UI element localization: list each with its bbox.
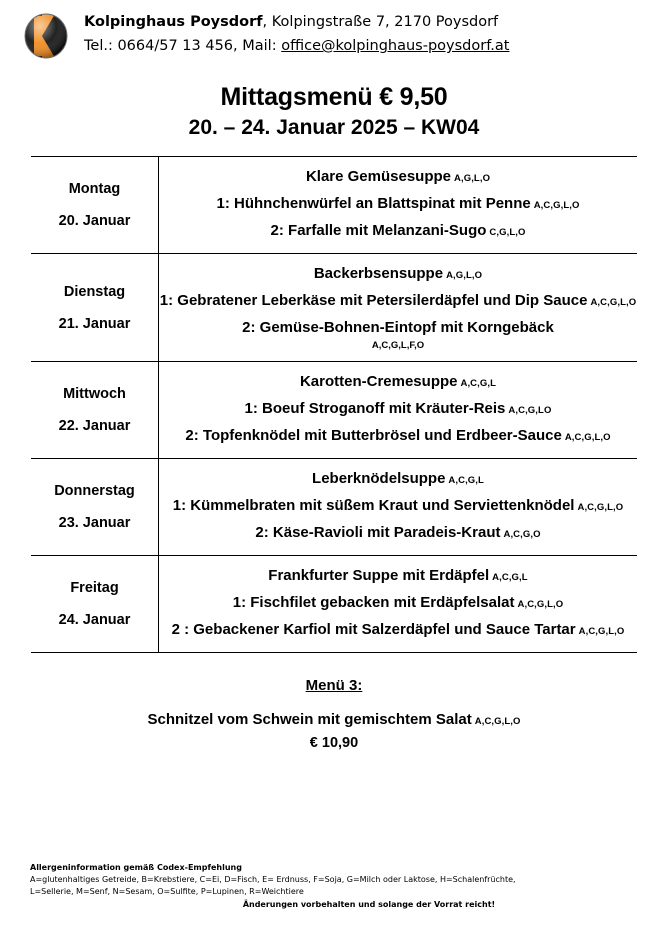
main-dish-item: [159, 425, 637, 449]
extra-menu-price: € 10,90: [309, 735, 359, 751]
dish-allergens: C,G,L,O: [489, 227, 526, 238]
main-dish-item: [159, 619, 637, 643]
day-date: 21. Januar: [58, 315, 131, 332]
day-name: Montag: [68, 181, 121, 197]
footer-allergen-line-1: A=glutenhaltiges Getreide, B=Krebstiere, C=Ei, D=Fisch, E= Erdnuss, F=Soja, G=Milch oder Laktose, H=Schalenfrüchte,: [30, 875, 516, 884]
kolping-k-logo-icon: [22, 12, 70, 60]
dish-text: Frankfurter Suppe mit Erdäpfel: [268, 567, 490, 584]
page-title: Mittagsmenü € 9,50: [220, 83, 448, 111]
menu-day-row: [31, 254, 637, 362]
main-dish-item: [159, 317, 637, 352]
org-address: , Kolpingstraße 7, 2170 Poysdorf: [262, 14, 499, 30]
dish-text: Klare Gemüsesuppe: [305, 168, 451, 185]
soup-item: [159, 565, 637, 589]
dish-text: 1: Kümmelbraten mit süßem Kraut und Serviettenknödel: [172, 497, 575, 514]
dish-text: Karotten-Cremesuppe: [299, 373, 458, 390]
dish-allergens: A,C,G,L,O: [578, 626, 625, 637]
day-name: Dienstag: [63, 283, 126, 300]
email-link[interactable]: office@kolpinghaus-poysdorf.at: [281, 38, 510, 54]
phone-text: Tel.: 0664/57 13 456, Mail:: [84, 38, 282, 54]
dishes-cell: [159, 362, 638, 459]
soup-item: [159, 468, 637, 492]
main-dish-item: [159, 220, 637, 244]
dish-text: Backerbsensuppe: [313, 265, 444, 282]
dish-allergens: A,C,G,L: [460, 378, 497, 389]
menu-day-row: [31, 157, 637, 254]
extra-menu-dish: [0, 709, 668, 733]
extra-menu-section: [0, 675, 668, 753]
dish-allergens: A,C,G,L,O: [590, 297, 637, 308]
dish-allergens: A,C,G,L,O: [533, 200, 580, 211]
day-date: 22. Januar: [58, 418, 131, 434]
extra-menu-title: Menü 3:: [305, 677, 363, 694]
dish-text: 2: Gemüse-Bohnen-Eintopf mit Korngebäck: [242, 319, 554, 336]
dish-text: 2: Käse-Ravioli mit Paradeis-Kraut: [255, 524, 501, 541]
main-dish-item: [159, 495, 637, 519]
day-name: Freitag: [70, 580, 119, 596]
org-name: Kolpinghaus Poysdorf: [84, 14, 263, 30]
dish-text: 1: Gebratener Leberkäse mit Petersilerdäpfel und Dip Sauce: [159, 292, 588, 309]
main-dish-item: [159, 592, 637, 616]
header-org-line: [84, 10, 509, 34]
footer-title: Allergeninformation gemäß Codex-Empfehlung: [30, 863, 242, 872]
dish-text: 1: Fischfilet gebacken mit Erdäpfelsalat: [232, 594, 515, 611]
dish-allergens: A,C,G,L,O: [517, 599, 564, 610]
day-cell: [31, 254, 159, 362]
dishes-cell: [159, 254, 638, 362]
footer-disclaimer: Änderungen vorbehalten und solange der Vorrat reicht!: [242, 900, 496, 909]
allergen-footer: [30, 862, 648, 911]
extra-menu-allergens: A,C,G,L,O: [474, 716, 521, 727]
weekly-menu-table: [31, 156, 637, 653]
page-subtitle: 20. – 24. Januar 2025 – KW04: [188, 116, 480, 139]
dishes-cell: [159, 157, 638, 254]
dish-allergens: A,C,G,L,F,O: [371, 340, 425, 351]
soup-item: [159, 166, 637, 190]
main-dish-item: [159, 290, 637, 314]
dish-allergens: A,C,G,L,O: [564, 432, 611, 443]
header-contact-line: [84, 34, 509, 58]
dish-text: 1: Boeuf Stroganoff mit Kräuter-Reis: [244, 400, 506, 417]
dish-allergens: A,C,G,LO: [508, 405, 552, 416]
day-name: Mittwoch: [63, 386, 126, 402]
title-block: [0, 82, 668, 142]
dish-allergens: A,G,L,O: [454, 173, 491, 184]
day-cell: [31, 362, 159, 459]
day-cell: [31, 157, 159, 254]
page-header: [0, 0, 668, 62]
soup-item: [159, 371, 637, 395]
dish-allergens: A,C,G,L: [492, 572, 528, 583]
dish-text: 2: Topfenknödel mit Butterbrösel und Erdbeer-Sauce: [185, 427, 562, 444]
main-dish-item: [159, 398, 637, 422]
day-date: 24. Januar: [58, 612, 131, 628]
footer-allergen-line-2: L=Sellerie, M=Senf, N=Sesam, O=Sulfite, P=Lupinen, R=Weichtiere: [30, 887, 304, 896]
menu-day-row: [31, 362, 637, 459]
day-cell: [31, 459, 159, 556]
dish-text: Leberknödelsuppe: [312, 470, 446, 487]
menu-day-row: [31, 556, 637, 653]
day-date: 23. Januar: [58, 515, 131, 531]
main-dish-item: [159, 193, 637, 217]
menu-table-body: [31, 157, 637, 653]
header-contact-block: [84, 10, 509, 58]
day-date: 20. Januar: [58, 213, 131, 229]
dish-text: 1: Hühnchenwürfel an Blattspinat mit Penne: [216, 195, 531, 212]
day-name: Donnerstag: [54, 483, 135, 499]
dish-text: 2: Farfalle mit Melanzani-Sugo: [270, 222, 487, 239]
dish-allergens: A,C,G,L,O: [577, 502, 624, 513]
extra-menu-dish-text: Schnitzel vom Schwein mit gemischtem Salat: [147, 711, 472, 728]
menu-day-row: [31, 459, 637, 556]
dish-allergens: A,G,L,O: [446, 270, 483, 281]
dish-allergens: A,C,G,L: [448, 475, 484, 486]
dish-text: 2 : Gebackener Karfiol mit Salzerdäpfel und Sauce Tartar: [171, 621, 576, 638]
main-dish-item: [159, 522, 637, 546]
dishes-cell: [159, 459, 638, 556]
dish-allergens: A,C,G,O: [503, 529, 541, 540]
dishes-cell: [159, 556, 638, 653]
soup-item: [159, 263, 637, 287]
day-cell: [31, 556, 159, 653]
